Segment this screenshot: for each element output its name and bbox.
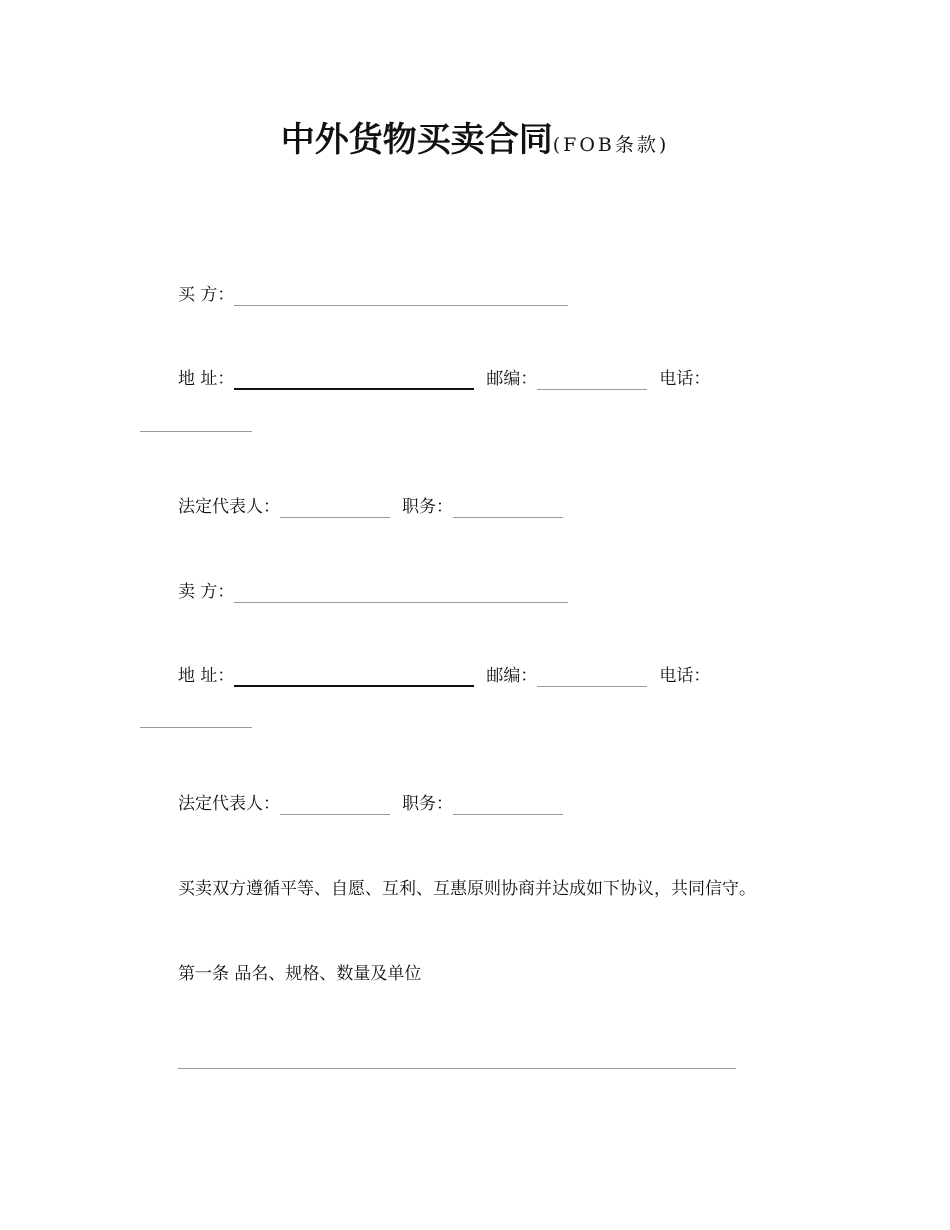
buyer-address-label: 地 址： [178,369,235,389]
seller-phone-label: 电话： [659,666,711,686]
title-subtitle: (FOB条款) [552,134,670,156]
seller-address-line [178,665,710,687]
buyer-rep-line [178,496,563,518]
buyer-rep-label: 法定代表人： [178,497,280,517]
article-1-blank[interactable] [178,1068,736,1069]
buyer-position-blank[interactable] [453,501,563,518]
seller-postcode-label: 邮编： [486,666,538,686]
buyer-party-line [178,284,568,306]
intro-paragraph: 买卖双方遵循平等、自愿、互利、互惠原则协商并达成如下协议，共同信守。 [178,879,756,899]
buyer-party-label: 买 方： [178,285,235,305]
buyer-phone-blank[interactable] [140,431,252,432]
seller-phone-blank[interactable] [140,727,252,728]
seller-address-label: 地 址： [178,666,235,686]
seller-name-blank[interactable] [234,586,568,603]
seller-position-label: 职务： [402,794,453,814]
seller-rep-line [178,793,563,815]
buyer-position-label: 职务： [402,497,453,517]
buyer-address-blank[interactable] [234,372,474,390]
article-1-heading: 第一条 品名、规格、数量及单位 [178,964,422,984]
document-title [0,112,950,161]
buyer-postcode-blank[interactable] [537,373,647,390]
buyer-phone-label: 电话： [659,369,711,389]
buyer-name-blank[interactable] [234,289,568,306]
seller-rep-blank[interactable] [280,798,390,815]
seller-party-line [178,581,568,603]
seller-position-blank[interactable] [453,798,563,815]
seller-address-blank[interactable] [234,669,474,687]
buyer-rep-blank[interactable] [280,501,390,518]
seller-postcode-blank[interactable] [537,670,647,687]
buyer-address-line [178,368,710,390]
buyer-postcode-label: 邮编： [486,369,538,389]
title-main: 中外货物买卖合同 [280,120,553,160]
seller-rep-label: 法定代表人： [178,794,280,814]
seller-party-label: 卖 方： [178,582,235,602]
